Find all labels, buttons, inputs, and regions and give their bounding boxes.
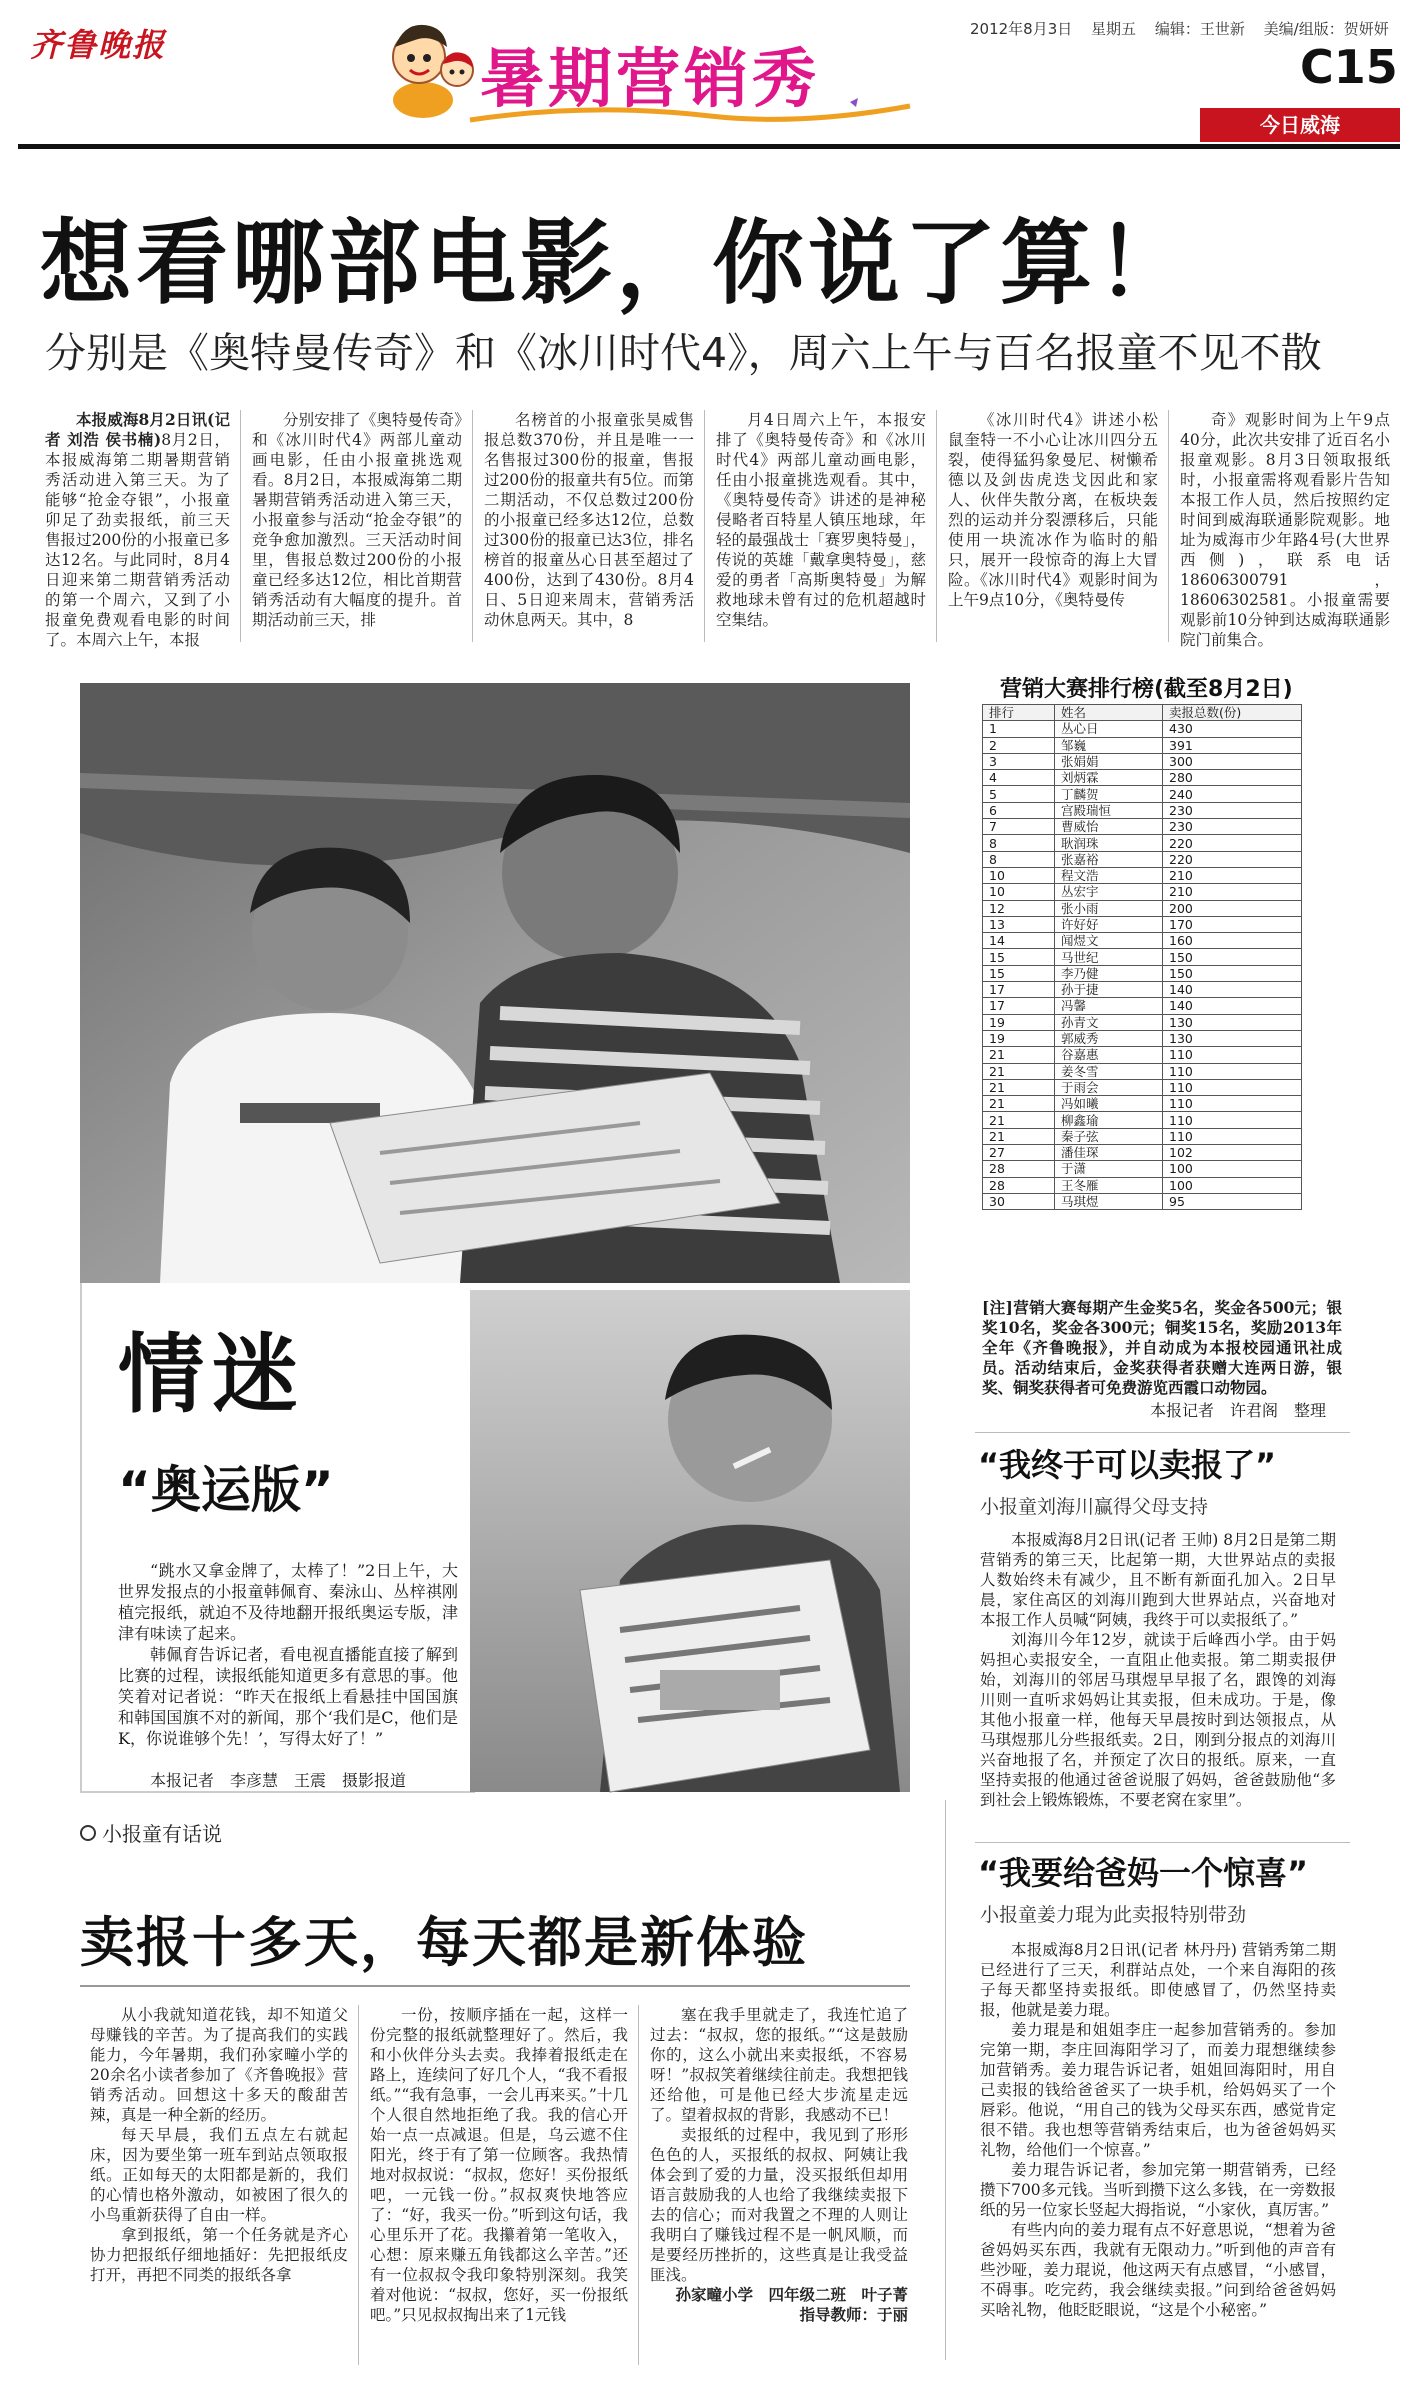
table-row [983,1047,1302,1063]
header-total: 卖报总数(份) [1163,705,1302,721]
article-text: 8月2日，本报威海第二期暑期营销秀活动进入第三天。为了能够“抢金夺银”，小报童卯足了劲卖报纸，前三天售报过200份的小报童已多达12名。与此同时，8月4日迎来第二期营销秀活动的第一个周六，又到了小报童免费观看电影的时间了。本周六上午，本报 [45,431,230,649]
column-divider [704,410,705,642]
feature-credit: 本报记者 李彦慧 王震 摄影报道 [150,1771,407,1790]
circle-bullet-icon [80,1825,96,1841]
total-cell: 200 [1163,900,1302,916]
name-cell: 程文浩 [1055,867,1163,883]
total-cell: 130 [1163,1030,1302,1046]
story-paragraph: 本报威海8月2日讯(记者 林丹丹) 营销秀第二期已经进行了三天，利群站点处，一个来自海阳的孩子每天都坚持卖报纸。即使感冒了，仍然坚持卖报，他就是姜力琨。 [980,1941,1336,2019]
header-name: 姓名 [1055,705,1163,721]
table-row [983,982,1302,998]
name-cell: 谷嘉惠 [1055,1047,1163,1063]
table-row [983,1177,1302,1193]
rank-cell: 17 [983,982,1055,998]
story-paragraph: 一份，按顺序插在一起，这样一份完整的报纸就整理好了。然后，我和小伙伴分头去卖。我捧着报纸走在路上，连续问了好几个人，“我不看报纸。”“我有急事，一会儿再来买。”十几个人很自然地拒绝了我。我的信心开始一点一点减退。但是，乌云遮不住阳光，终于有了第一位顾客。我热情地对叔叔说：“叔叔，您好！买份报纸吧，一元钱一份。”叔叔爽快地答应了：“好，我买一份。”听到这句话，我心里乐开了花。我攥着第一笔收入，心想：原来赚五角钱都这么辛苦。”还有一位叔叔令我印象特别深刻。我笑着对他说：“叔叔，您好，买一份报纸吧。”只见叔叔掏出来了1元钱 [370,2006,628,2324]
table-row [983,1014,1302,1030]
article-column-6 [1180,410,1390,649]
name-cell: 马琪煜 [1055,1193,1163,1209]
issue-weekday: 星期五 [1091,20,1137,38]
total-cell: 100 [1163,1177,1302,1193]
ranking-note: [注]营销大赛每期产生金奖5名，奖金各500元；银奖10名，奖金各300元；铜奖15名，奖励2013年全年《齐鲁晚报》，并自动成为本报校园通讯社成员。活动结束后，金奖获得者获赠大连两日游，银奖、铜奖获得者可免费游览西霞口动物园。 [982,1298,1342,1397]
name-cell: 曹威怡 [1055,819,1163,835]
article-column-2 [252,410,462,642]
name-cell: 郭威秀 [1055,1030,1163,1046]
issue-info [970,18,1403,39]
editor-credit: 编辑：王世新 [1154,20,1245,38]
locale-tab: 今日威海 [1200,108,1400,142]
name-cell: 马世纪 [1055,949,1163,965]
rank-cell: 5 [983,786,1055,802]
rank-cell: 13 [983,916,1055,932]
table-row [983,753,1302,769]
author-school-credit: 孙家疃小学 四年级二班 叶子菁 指导教师：于丽 [675,2285,924,2324]
table-row [983,851,1302,867]
total-cell: 95 [1163,1193,1302,1209]
table-row [983,1063,1302,1079]
total-cell: 230 [1163,819,1302,835]
table-row [983,737,1302,753]
total-cell: 300 [1163,753,1302,769]
name-cell: 刘炳霖 [1055,770,1163,786]
table-row [983,1193,1302,1209]
column-divider [638,2005,639,2365]
feature-paragraph: 韩佩育告诉记者，看电视直播能直接了解到比赛的过程，读报纸能知道更多有意思的事。他笑着对记者说：“昨天在报纸上看悬挂中国国旗和韩国国旗不对的新闻，那个‘我们是C，他们是K，你说谁够个先！’，写得太好了！” [118,1645,458,1748]
rank-cell: 2 [983,737,1055,753]
rank-cell: 10 [983,867,1055,883]
newspaper-logo: 齐鲁晚报 [30,26,167,64]
table-row [983,819,1302,835]
story-right1-title: “我终于可以卖报了” [978,1446,1277,1484]
main-headline: 想看哪部电影，你说了算！ [40,210,1193,317]
page-number: C15 [1300,40,1398,94]
story-paragraph: 每天早晨，我们五点左右就起床，因为要坐第一班车到站点领取报纸。正如每天的太阳都是新的，我们的心情也格外激动，如被困了很久的小鸟重新获得了自由一样。 [90,2126,348,2224]
article-text: 《冰川时代4》讲述小松鼠奎特一不小心让冰川四分五裂，使得猛犸象曼尼、树懒希德以及剑齿虎迭戈因此和家人、伙伴失散分离，在板块轰烈的运动并分裂漂移后，只能使用一块流冰作为临时的船只，展开一段惊奇的海上大冒险。《冰川时代4》观影时间为上午9点10分，《奥特曼传 [948,411,1158,609]
cartoon-kids-icon [385,12,480,124]
total-cell: 150 [1163,949,1302,965]
story-right2-title: “我要给爸妈一个惊喜” [978,1854,1309,1892]
rank-cell: 15 [983,965,1055,981]
total-cell: 240 [1163,786,1302,802]
article-column-1 [45,410,230,649]
rank-cell: 21 [983,1079,1055,1095]
total-cell: 110 [1163,1063,1302,1079]
design-credit: 美编/组版：贺妍妍 [1263,20,1389,38]
total-cell: 150 [1163,965,1302,981]
story-paragraph: 有些内向的姜力琨有点不好意思说，“想着为爸爸妈妈买东西，我就有无限动力。”听到他的声音有些沙哑，姜力琨说，他这两天有点感冒，“小感冒，不碍事。吃完药，我会继续卖报。”问到给爸爸妈妈买啥礼物，他眨眨眼说，“这是个小秘密。” [980,2221,1336,2319]
rank-cell: 28 [983,1177,1055,1193]
table-header-row [983,705,1302,721]
table-row [983,835,1302,851]
table-row [983,1096,1302,1112]
name-cell: 冯馨 [1055,998,1163,1014]
total-cell: 102 [1163,1145,1302,1161]
table-row [983,867,1302,883]
story-paragraph: 从小我就知道花钱，却不知道父母赚钱的辛苦。为了提高我们的实践能力，今年暑期，我们孙家疃小学的20余名小读者参加了《齐鲁晚报》营销秀活动。回想这十多天的酸甜苦辣，真是一种全新的经历。 [90,2006,348,2124]
name-cell: 孙于捷 [1055,982,1163,998]
table-row [983,1079,1302,1095]
column-divider [472,410,473,642]
story-paragraph: 本报威海8月2日讯(记者 王帅) 8月2日是第二期营销秀的第三天，比起第一期，大世界站点的卖报人数始终未有减少，且不断有新面孔加入。2日早晨，家住高区的刘海川跑到大世界站点，兴奋地对本报工作人员喊“阿姨，我终于可以卖报纸了。” [980,1531,1336,1629]
total-cell: 110 [1163,1079,1302,1095]
rank-cell: 30 [983,1193,1055,1209]
total-cell: 140 [1163,982,1302,998]
article-text: 分别安排了《奥特曼传奇》和《冰川时代4》两部儿童动画电影，任由小报童挑选观看。8月2日，本报威海第二期暑期营销秀活动进入第三天，小报童参与活动“抢金夺银”的竞争愈加激烈。三天活动时间里，售报总数过200份的小报童已经多达12位，相比首期营销秀活动有大幅度的提升。首期活动前三天，排 [252,411,462,629]
table-row [983,998,1302,1014]
total-cell: 210 [1163,884,1302,900]
photo-boys-reading-newspaper [80,683,910,1283]
rank-cell: 8 [983,835,1055,851]
rank-cell: 28 [983,1161,1055,1177]
table-row [983,949,1302,965]
total-cell: 130 [1163,1014,1302,1030]
name-cell: 宫殿瑞恒 [1055,802,1163,818]
name-cell: 李乃健 [1055,965,1163,981]
total-cell: 430 [1163,721,1302,737]
total-cell: 110 [1163,1112,1302,1128]
table-row [983,1145,1302,1161]
bottom-headline: 卖报十多天，每天都是新体验 [80,1911,808,1974]
story-paragraph: 姜力琨是和姐姐李庄一起参加营销秀的。参加完第一期，李庄回海阳学习了，而姜力琨想继续参加营销秀。姜力琨告诉记者，姐姐回海阳时，用自己卖报的钱给爸爸买了一块手机，给妈妈买了一个唇彩。他说，“用自己的钱为父母买东西，感觉肯定很不错。我也想等营销秀结束后，也为爸爸妈妈买礼物，给他们一个惊喜。” [980,2021,1336,2159]
column-divider [240,410,241,642]
total-cell: 230 [1163,802,1302,818]
feature-title: 情迷 [118,1325,306,1425]
rank-cell: 4 [983,770,1055,786]
total-cell: 160 [1163,933,1302,949]
name-cell: 冯如曦 [1055,1096,1163,1112]
total-cell: 110 [1163,1128,1302,1144]
total-cell: 280 [1163,770,1302,786]
total-cell: 110 [1163,1047,1302,1063]
table-row [983,1128,1302,1144]
story-paragraph: 塞在我手里就走了，我连忙追了过去：“叔叔，您的报纸。”“这是鼓励你的，这么小就出来卖报纸，不容易呀！”叔叔笑着继续往前走。我想把钱还给他，可是他已经大步流星走远了。望着叔叔的背影，我感动不已！ [650,2006,908,2124]
name-cell: 邹巍 [1055,737,1163,753]
ranking-title: 营销大赛排行榜(截至8月2日) [1000,677,1293,702]
rank-cell: 19 [983,1030,1055,1046]
table-row [983,1112,1302,1128]
rank-cell: 6 [983,802,1055,818]
total-cell: 140 [1163,998,1302,1014]
total-cell: 220 [1163,835,1302,851]
name-cell: 耿润珠 [1055,835,1163,851]
headline-rule [80,1985,910,1987]
table-row [983,965,1302,981]
rank-cell: 17 [983,998,1055,1014]
table-row [983,721,1302,737]
name-cell: 王冬雁 [1055,1177,1163,1193]
total-cell: 210 [1163,867,1302,883]
ranking-table [982,704,1302,1210]
rank-cell: 19 [983,1014,1055,1030]
table-row [983,802,1302,818]
name-cell: 许好好 [1055,916,1163,932]
name-cell: 丁麟贺 [1055,786,1163,802]
swash-decoration [470,98,910,128]
kicker-label [80,1818,222,1847]
column-divider [1168,410,1169,642]
section-title: 暑期营销秀 [480,28,820,120]
rank-cell: 21 [983,1112,1055,1128]
column-divider [358,2005,359,2365]
table-row [983,786,1302,802]
ranking-credit: 本报记者 许君阁 整理 [1150,1401,1327,1420]
column-divider [945,1800,946,2360]
story-paragraph: 刘海川今年12岁，就读于后峰西小学。由于妈妈担心卖报安全，一直阻止他卖报。第二期卖报伊始，刘海川的邻居马琪煜早早报了名，跟馋的刘海川则一直听求妈妈让其卖报，但未成功。于是，像其他小报童一样，他每天早晨按时到达领报点，从马琪煜那儿分些报纸卖。2日，刚到分报点的刘海川兴奋地报了名，并预定了次日的报纸。原来，一直坚持卖报的他通过爸爸说服了妈妈，爸爸鼓励他“多到社会上锻炼锻炼，不要老窝在家里”。 [980,1631,1336,1809]
ranking-body [983,721,1302,1210]
article-column-3 [484,410,694,642]
article-column-4 [716,410,926,642]
table-row [983,1030,1302,1046]
rank-cell: 12 [983,900,1055,916]
masthead-rule [18,144,1400,149]
rank-cell: 27 [983,1145,1055,1161]
rank-cell: 21 [983,1047,1055,1063]
feature-paragraph: “跳水又拿金牌了，太棒了！”2日上午，大世界发报点的小报童韩佩育、秦泳山、丛梓祺刚植完报纸，就迫不及待地翻开报纸奥运专版，津津有味读了起来。 [118,1561,458,1643]
rank-cell: 15 [983,949,1055,965]
story-right2-subtitle: 小报童姜力琨为此卖报特别带劲 [980,1904,1247,1926]
bottom-column-1 [90,2005,348,2365]
name-cell: 张嘉裕 [1055,851,1163,867]
name-cell: 姜冬雪 [1055,1063,1163,1079]
name-cell: 柳鑫瑜 [1055,1112,1163,1128]
bottom-column-3 [650,2005,924,2365]
name-cell: 于潇 [1055,1161,1163,1177]
name-cell: 孙青文 [1055,1014,1163,1030]
issue-date: 2012年8月3日 [970,20,1073,38]
name-cell: 张娟娟 [1055,753,1163,769]
table-row [983,1161,1302,1177]
table-row [983,900,1302,916]
rank-cell: 8 [983,851,1055,867]
table-row [983,933,1302,949]
story-paragraph: 姜力琨告诉记者，参加完第一期营销秀，已经攒下700多元钱。当听到攒下这么多钱，在一旁数报纸的另一位家长竖起大拇指说，“小家伙，真厉害。” [980,2161,1336,2219]
main-subhead: 分别是《奥特曼传奇》和《冰川时代4》，周六上午与百名报童不见不散 [45,329,1322,377]
name-cell: 张小雨 [1055,900,1163,916]
rank-cell: 3 [983,753,1055,769]
name-cell: 丛心日 [1055,721,1163,737]
total-cell: 391 [1163,737,1302,753]
article-text: 名榜首的小报童张昊威售报总数370份，并且是唯一一名售报过300份的报童，售报过200份的报童共有5位。而第二期活动，不仅总数过200份的小报童已经多达12位，总数过300份的报童已达3位，排名榜首的报童丛心日甚至超过了400份，达到了430份。8月4日、5日迎来周末，营销秀活动休息两天。其中，8 [484,411,694,629]
rank-cell: 1 [983,721,1055,737]
name-cell: 潘佳琛 [1055,1145,1163,1161]
name-cell: 于雨会 [1055,1079,1163,1095]
section-divider [975,1432,1350,1433]
name-cell: 秦子弦 [1055,1128,1163,1144]
rank-cell: 21 [983,1096,1055,1112]
table-row [983,884,1302,900]
article-column-5 [948,410,1158,642]
total-cell: 220 [1163,851,1302,867]
article-text: 月4日周六上午，本报安排了《奥特曼传奇》和《冰川时代4》两部儿童动画电影，任由小报童挑选观看。其中，《奥特曼传奇》讲述的是神秘侵略者百特星人镇压地球，年轻的最强战士「赛罗奥特曼」，传说的英雄「戴拿奥特曼」，慈爱的勇者「高斯奥特曼」为解救地球未曾有过的危机超越时空集结。 [716,411,926,629]
total-cell: 100 [1163,1161,1302,1177]
rank-cell: 10 [983,884,1055,900]
section-divider [975,1842,1350,1843]
story-right1-text [980,1530,1336,1820]
rank-cell: 21 [983,1063,1055,1079]
story-paragraph: 卖报纸的过程中，我见到了形形色色的人，买报纸的叔叔、阿姨让我体会到了爱的力量，没买报纸但却用语言鼓励我的人也给了我继续卖报下去的信心；而对我置之不理的人则让我明白了赚钱过程不是一帆风顺，而是要经历挫折的，这些真是让我受益匪浅。 [650,2126,908,2284]
feature-text [118,1560,458,1749]
total-cell: 110 [1163,1096,1302,1112]
kicker-text: 小报童有话说 [102,1822,222,1846]
total-cell: 170 [1163,916,1302,932]
table-row [983,916,1302,932]
feature-subtitle: “奥运版” [118,1461,334,1519]
story-right2-text [980,1940,1336,2360]
column-divider [936,410,937,642]
name-cell: 闻煜文 [1055,933,1163,949]
table-row [983,770,1302,786]
photo-boy-with-newspaper [470,1290,910,1792]
header-rank: 排行 [983,705,1055,721]
rank-cell: 7 [983,819,1055,835]
rank-cell: 21 [983,1128,1055,1144]
article-byline: 本报威海8月2日讯(记者 刘浩 侯书楠) [45,410,230,449]
name-cell: 丛宏宇 [1055,884,1163,900]
article-text: 奇》观影时间为上午9点40分，此次共安排了近百名小报童观影。8月3日领取报纸时，小报童需将观看影片告知本报工作人员，然后按照约定时间到威海联通影院观影。地址为威海市少年路4号(大世界西侧)，联系电话18606300791，18606302581。小报童需要观影前10分钟到达威海联通影院门前集合。 [1180,411,1390,649]
masthead [0,0,1417,150]
story-paragraph: 拿到报纸，第一个任务就是齐心协力把报纸仔细地插好：先把报纸皮打开，再把不同类的报纸各拿 [90,2226,348,2284]
bottom-column-2 [370,2005,628,2365]
story-right1-subtitle: 小报童刘海川赢得父母支持 [980,1496,1209,1518]
rank-cell: 14 [983,933,1055,949]
